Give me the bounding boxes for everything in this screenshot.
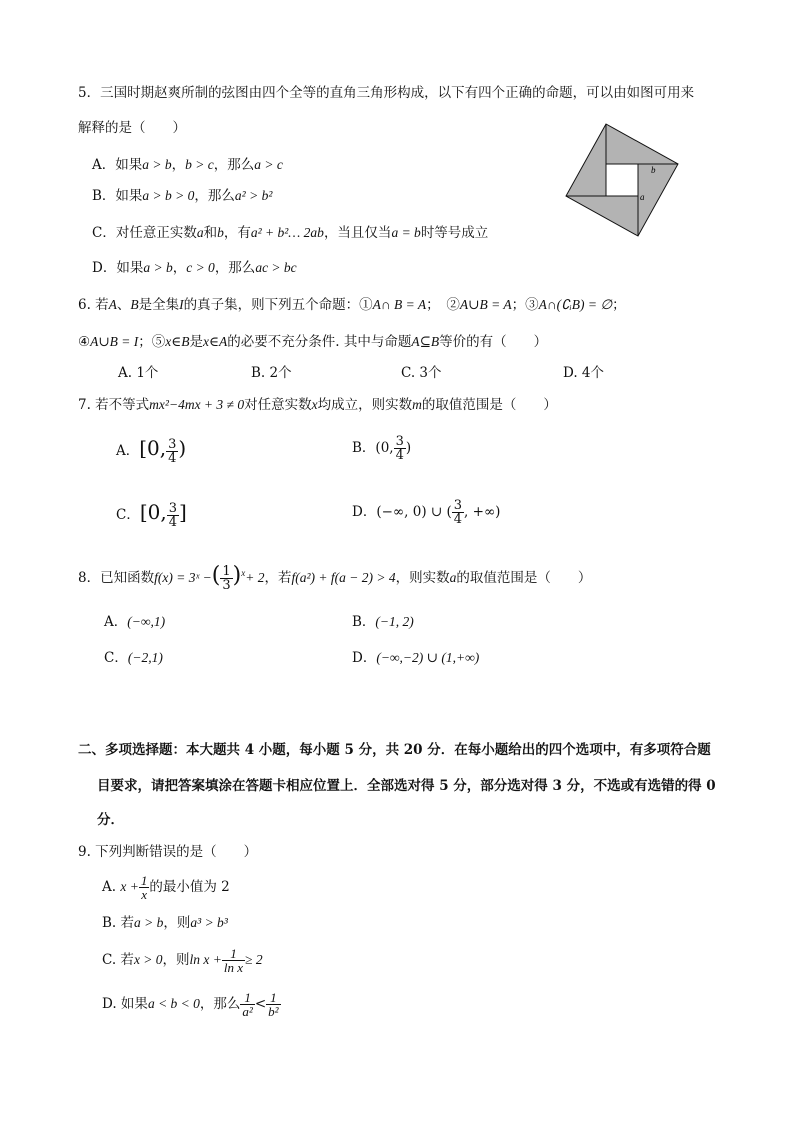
q8-stem: 8．已知函数f(x) = 3ˣ −( $\frac{1}{3}$ )$^x$+ 2，若f(a²) + f(a − 2) > 4，则实数a的取值范围是（ ） xyxy=(78,563,592,593)
q6-stem-line1: 6. 若A、B是全集I的真子集，则下列五个命题：①A∩ B = A； ②A∪B = A；③A∩(∁ᵢB) = ∅； xyxy=(78,297,626,313)
q8-option-d: D．(−∞,−2) ∪ (1,+∞) xyxy=(352,650,480,666)
diagram-label-b: b xyxy=(651,165,656,175)
q5-option-a: A．如果a > b，b > c，那么a > c xyxy=(92,157,283,173)
section-2-heading-line3: 分． xyxy=(97,812,124,828)
fraction: $\frac{1}{\text{ln x}}$ xyxy=(223,946,244,975)
q5-stem-line2: 解释的是（ ） xyxy=(78,120,186,136)
fraction: $\frac{1}{\text{a²}}$ xyxy=(242,990,253,1019)
q6-option-a: A. 1个 xyxy=(118,365,159,381)
fraction: $\frac{1}{x}$ xyxy=(140,873,148,902)
q9-option-c: C. 若x > 0，则ln x + $\frac{1}{\text{ln x}}$ ≥ 2 xyxy=(102,946,263,975)
diagram-inner-square xyxy=(606,164,638,196)
q9-option-a: A. x + $\frac{1}{x}$ 的最小值为 2 xyxy=(102,873,230,902)
q7-option-b: B．(0, $\frac{3}{4}$ ) xyxy=(352,434,412,463)
q7-option-d: D．(−∞, 0) ∪ ( $\frac{3}{4}$ , +∞) xyxy=(352,498,501,527)
q8-option-b: B．(−1, 2) xyxy=(352,614,414,630)
zhao-shuang-diagram xyxy=(562,122,680,240)
q8-option-a: A．(−∞,1) xyxy=(104,614,166,630)
q7-option-c: C．[0, $\frac{3}{4}$ ] xyxy=(116,500,187,530)
q7-stem: 7. 若不等式mx²−4mx + 3 ≠ 0对任意实数x均成立，则实数m的取值范围是（ ） xyxy=(78,397,557,413)
fraction: $\frac{1}{3}$ xyxy=(222,564,231,593)
q6-option-c: C. 3个 xyxy=(401,365,442,381)
q6-option-d: D. 4个 xyxy=(563,365,605,381)
q9-option-d: D. 如果a < b < 0，那么 $\frac{1}{\text{a²}}$ < $\frac{1}{\text{b²}}$ xyxy=(102,990,279,1019)
q5-option-d: D．如果a > b，c > 0，那么ac > bc xyxy=(92,260,297,276)
q7-option-a: A．[0, $\frac{3}{4}$ ) xyxy=(116,436,187,466)
fraction: $\frac{3}{4}$ xyxy=(168,501,178,530)
q9-option-b: B. 若a > b，则a³ > b³ xyxy=(102,915,228,931)
q5-stem-line1: 5．三国时期赵爽所制的弦图由四个全等的直角三角形构成，以下有四个正确的命题，可以由如图可用来 xyxy=(78,85,695,101)
q9-stem: 9. 下列判断错误的是（ ） xyxy=(78,844,258,860)
diagram-label-a: a xyxy=(640,192,645,202)
fraction: $\frac{3}{4}$ xyxy=(453,498,463,527)
section-2-heading-line2: 目要求，请把答案填涂在答题卡相应位置上．全部选对得 5 分，部分选对得 3 分，不选或有选错的得 0 xyxy=(97,778,716,794)
q8-option-c: C．(−2,1) xyxy=(104,650,163,666)
section-2-heading-line1: 二、多项选择题：本大题共 4 小题，每小题 5 分，共 20 分．在每小题给出的四个选项中，有多项符合题 xyxy=(78,742,711,758)
q6-option-b: B. 2个 xyxy=(251,365,292,381)
fraction: $\frac{3}{4}$ xyxy=(395,434,404,463)
q5-option-b: B．如果a > b > 0，那么a² > b² xyxy=(92,188,273,204)
q6-stem-line2: ④A∪B = I；⑤x∈B是x∈A的必要不充分条件. 其中与命题A⊆B等价的有（ ） xyxy=(78,334,548,350)
q5-option-c: C．对任意正实数a和b，有a² + b²… 2ab，当且仅当a = b时等号成立 xyxy=(92,225,489,241)
fraction: $\frac{3}{4}$ xyxy=(168,437,177,466)
fraction: $\frac{1}{\text{b²}}$ xyxy=(268,990,279,1019)
